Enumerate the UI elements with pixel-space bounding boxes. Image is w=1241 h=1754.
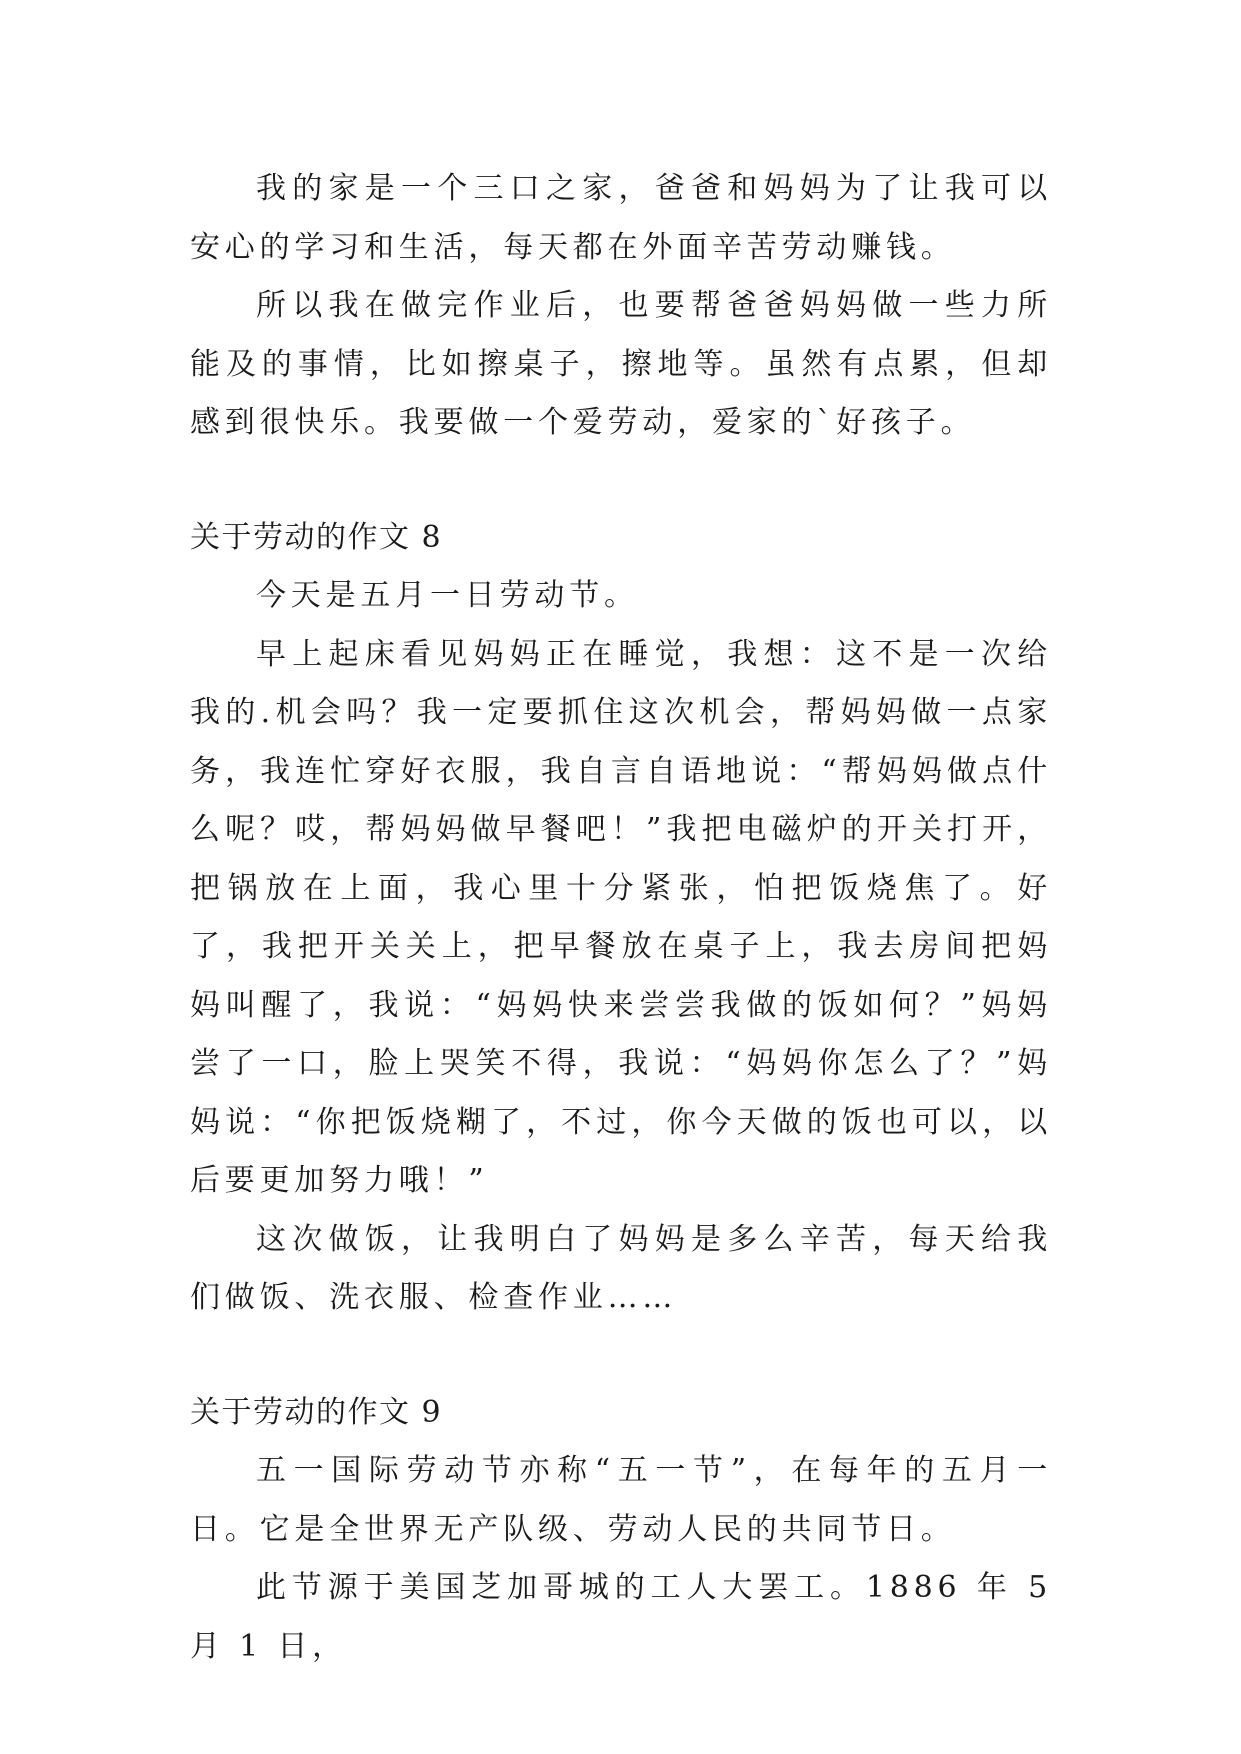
essay-heading-9: 关于劳动的作文 9 [190,1394,443,1430]
section-gap [190,1328,1052,1384]
paragraph-labor-day: 今天是五月一日劳动节。 [256,578,639,613]
document-body [190,160,1052,1676]
paragraph-chicago-strike: 此节源于美国芝加哥城的工人大罢工。1886 年 5 月 1 日， [190,1570,1052,1664]
paragraph-cooking-breakfast: 早上起床看见妈妈正在睡觉，我想：这不是一次给我的.机会吗？我一定要抓住这次机会，帮妈妈做一点家务，我连忙穿好衣服，我自言自语地说：“帮妈妈做点什么呢？哎，帮妈妈做早餐吧！”我把电磁炉的开关打开，把锅放在上面，我心里十分紧张，怕把饭烧焦了。好了，我把开关关上，把早餐放在桌子上，我去房间把妈妈叫醒了，我说：“妈妈快来尝尝我做的饭如何？”妈妈尝了一口，脸上哭笑不得，我说：“妈妈你怎么了？”妈妈说：“你把饭烧糊了，不过，你今天做的饭也可以，以后要更加努力哦！” [190,636,1052,1198]
paragraph-reflection: 这次做饭，让我明白了妈妈是多么辛苦，每天给我们做饭、洗衣服、检查作业…… [190,1221,1052,1315]
paragraph-helping-at-home: 所以我在做完作业后，也要帮爸爸妈妈做一些力所能及的事情，比如擦桌子，擦地等。虽然有点累，但却感到很快乐。我要做一个爱劳动，爱家的`好孩子。 [190,288,1052,440]
paragraph-family: 我的家是一个三口之家，爸爸和妈妈为了让我可以安心的学习和生活，每天都在外面辛苦劳动赚钱。 [190,171,1052,265]
essay-heading-8: 关于劳动的作文 8 [190,519,443,555]
paragraph-may-day-intro: 五一国际劳动节亦称“五一节”，在每年的五月一日。它是全世界无产队级、劳动人民的共同节日。 [190,1453,1052,1547]
section-gap [190,453,1052,509]
